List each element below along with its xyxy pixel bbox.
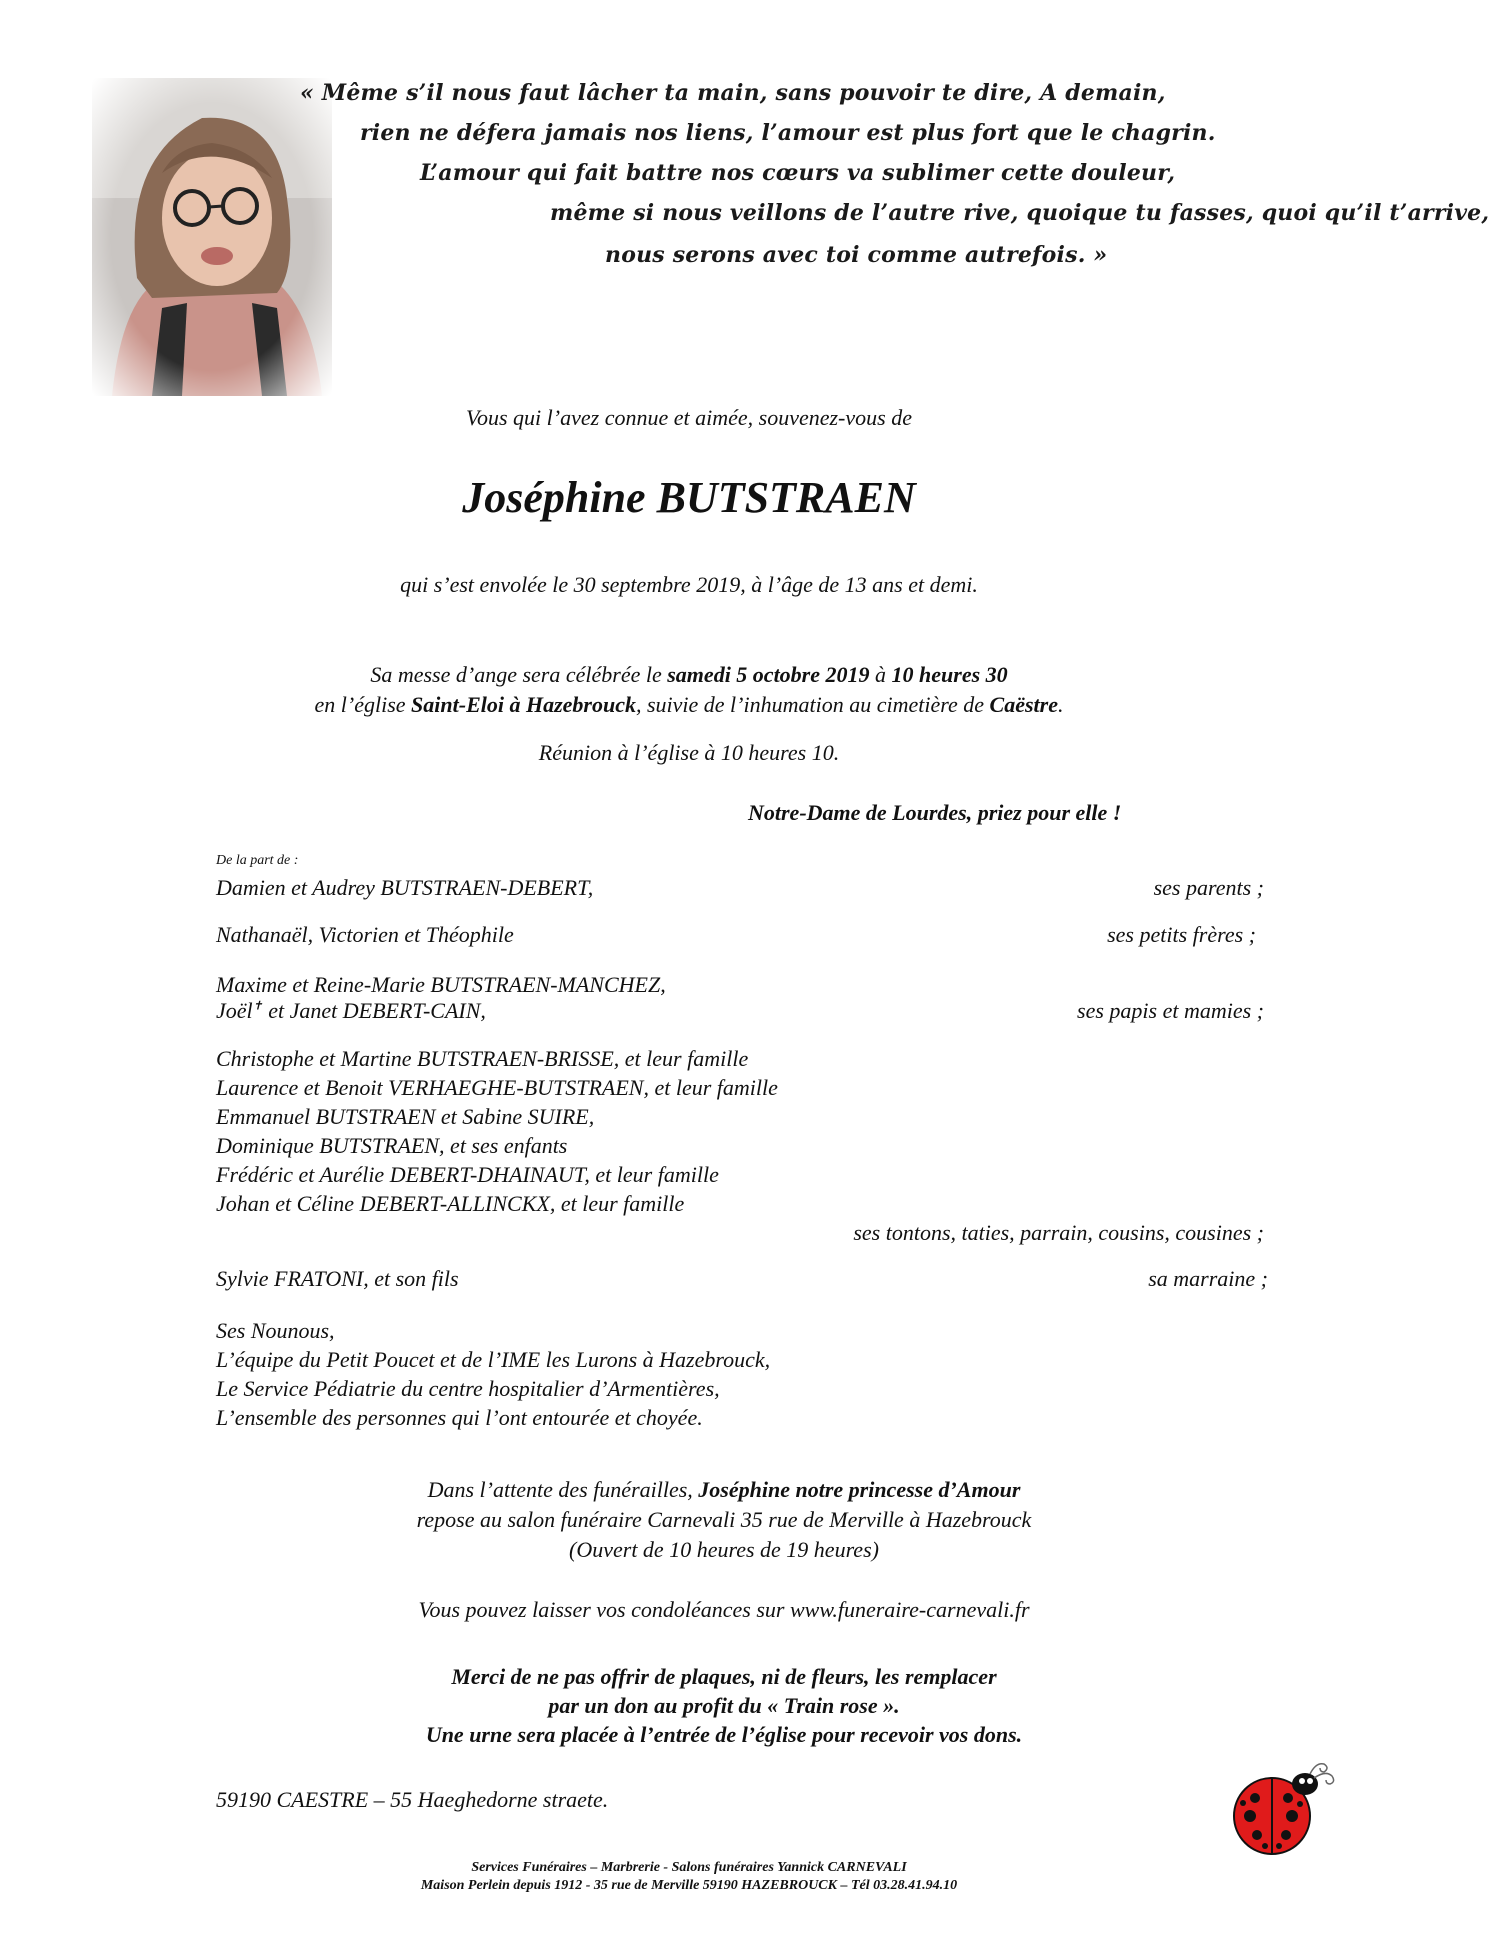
family-uncle: Johan et Céline DEBERT-ALLINCKX, et leur famille — [216, 1191, 685, 1216]
mass-line-1 — [0, 662, 1378, 688]
mass-text: . — [1057, 692, 1064, 717]
family-relation: ses papis et mamies ; — [1077, 998, 1264, 1023]
family-uncle: Christophe et Martine BUTSTRAEN-BRISSE, et leur famille — [216, 1046, 749, 1071]
prayer-text: Notre-Dame de Lourdes, priez pour elle ! — [748, 800, 1122, 825]
flowers-line: Une urne sera placée à l’entrée de l’église pour recevoir vos dons. — [425, 1722, 1023, 1747]
family-names: et Janet DEBERT-CAIN, — [262, 998, 486, 1023]
footer-line: Maison Perlein depuis 1912 - 35 rue de Merville 59190 HAZEBROUCK – Tél 03.28.41.94.10 — [420, 1878, 958, 1893]
family-names: Damien et Audrey BUTSTRAEN-DEBERT, — [216, 875, 594, 900]
condolences-text: Vous pouvez laisser vos condoléances sur www.funeraire-carnevali.fr — [418, 1597, 1030, 1622]
church-name: Saint-Eloi à Hazebrouck — [411, 692, 636, 717]
family-uncle: Frédéric et Aurélie DEBERT-DHAINAUT, et leur famille — [216, 1162, 719, 1187]
quote-line: rien ne défera jamais nos liens, l’amour est plus fort que le chagrin. — [360, 120, 1216, 146]
family-relation: ses petits frères ; — [1107, 922, 1256, 947]
rest-line-1 — [0, 1477, 1378, 1503]
passing-text: qui s’est envolée le 30 septembre 2019, à l’âge de 13 ans et demi. — [400, 572, 978, 597]
quote-line: « Même s’il nous faut lâcher ta main, sans pouvoir te dire, A demain, — [300, 80, 1166, 106]
family-names: Maxime et Reine-Marie BUTSTRAEN-MANCHEZ, — [216, 972, 666, 997]
mass-text: , suivie de l’inhumation au cimetière de — [635, 692, 990, 717]
family-row-brothers — [216, 922, 1256, 948]
mass-date: samedi 5 octobre 2019 — [667, 662, 870, 687]
mass-line-2 — [0, 692, 1378, 718]
family-header: De la part de : — [216, 853, 299, 868]
rest-name: Joséphine notre princesse d’Amour — [698, 1477, 1021, 1502]
family-relation: sa marraine ; — [1148, 1266, 1268, 1291]
meeting-text: Réunion à l’église à 10 heures 10. — [538, 740, 840, 765]
ladybug-icon — [1210, 1758, 1340, 1858]
quote-line: nous serons avec toi comme autrefois. » — [605, 242, 1108, 268]
address-text: 59190 CAESTRE – 55 Haeghedorne straete. — [216, 1787, 609, 1812]
mass-text: à — [869, 662, 892, 687]
family-names: Nathanaël, Victorien et Théophile — [216, 922, 514, 947]
family-row-grandparents-2 — [216, 998, 1264, 1024]
mass-text: Sa messe d’ange sera célébrée le — [370, 662, 668, 687]
mass-text: en l’église — [314, 692, 412, 717]
quote-line: L’amour qui fait battre nos cœurs va sublimer cette douleur, — [420, 160, 1176, 186]
deceased-name: Joséphine BUTSTRAEN — [462, 473, 916, 522]
family-other: Le Service Pédiatrie du centre hospitalier d’Armentières, — [216, 1376, 720, 1401]
family-names: Joël — [216, 998, 253, 1023]
cross-icon: ✝ — [252, 998, 263, 1013]
flowers-line: Merci de ne pas offrir de plaques, ni de fleurs, les remplacer — [451, 1664, 997, 1689]
family-row-godmother — [216, 1266, 1268, 1292]
rest-text: Dans l’attente des funérailles, — [427, 1477, 699, 1502]
mass-time: 10 heures 30 — [891, 662, 1008, 687]
intro-text: Vous qui l’avez connue et aimée, souvenez-vous de — [466, 405, 912, 430]
family-uncle: Emmanuel BUTSTRAEN et Sabine SUIRE, — [216, 1104, 595, 1129]
rest-line-3: (Ouvert de 10 heures de 19 heures) — [569, 1537, 879, 1562]
flowers-line: par un don au profit du « Train rose ». — [548, 1693, 900, 1718]
family-uncle: Laurence et Benoit VERHAEGHE-BUTSTRAEN, et leur famille — [216, 1075, 778, 1100]
family-row-parents — [216, 875, 1264, 901]
family-other: L’équipe du Petit Poucet et de l’IME les Lurons à Hazebrouck, — [216, 1347, 771, 1372]
family-uncle: Dominique BUTSTRAEN, et ses enfants — [216, 1133, 568, 1158]
family-row-grandparents-1 — [216, 972, 1264, 998]
family-relation: ses tontons, taties, parrain, cousins, cousines ; — [853, 1220, 1264, 1245]
family-other: L’ensemble des personnes qui l’ont entourée et choyée. — [216, 1405, 703, 1430]
family-other: Ses Nounous, — [216, 1318, 335, 1343]
cemetery-name: Caëstre — [989, 692, 1058, 717]
rest-line-2: repose au salon funéraire Carnevali 35 rue de Merville à Hazebrouck — [416, 1507, 1032, 1532]
footer-line: Services Funéraires – Marbrerie - Salons funéraires Yannick CARNEVALI — [471, 1860, 907, 1875]
portrait-photo — [92, 78, 332, 396]
quote-line: même si nous veillons de l’autre rive, quoique tu fasses, quoi qu’il t’arrive, — [550, 200, 1489, 226]
family-names: Sylvie FRATONI, et son fils — [216, 1266, 459, 1291]
family-relation: ses parents ; — [1153, 875, 1264, 900]
